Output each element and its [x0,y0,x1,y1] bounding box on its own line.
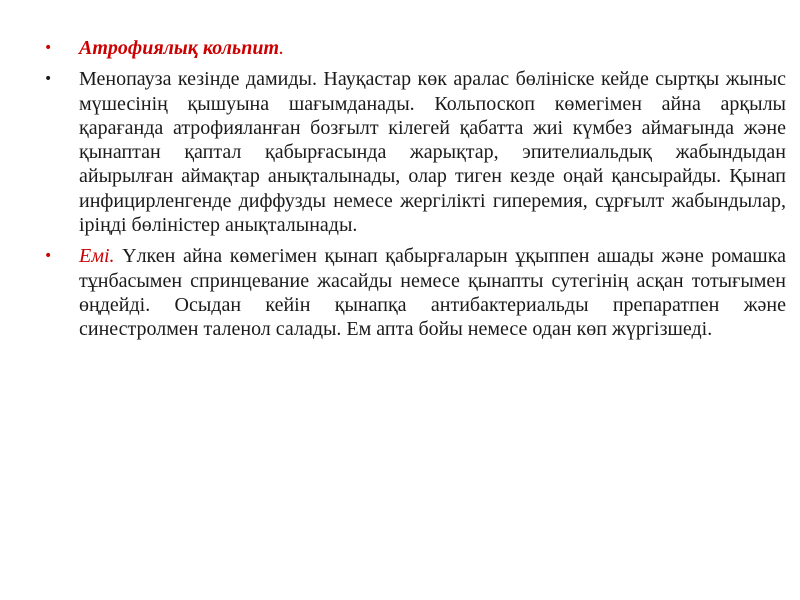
description-paragraph: Менопауза кезінде дамиды. Науқастар көк аралас бөлініске кейде сыртқы жыныс мүшесінің қышуына шағымданады. Кольпоскоп көмегімен айна арқылы қарағанда атрофияланған бозғылт кілегей қабатта жиі күмбез аймағында және қынаптан қаптал қабырғасында жарықтар, эпителиальдық жабындыдан айырылған аймақтар анықталынады, олар тиген кезде оңай қансырайды. Қынап инфицирленгенде диффузды немесе жергілікті гиперемия, сұрғылт жабындылар, іріңді бөліністер анықталынады. [79,68,786,237]
list-item-description [44,67,786,237]
bullet-dot: • [44,248,53,265]
bullet-dot: • [44,71,53,88]
list-item-treatment [44,244,786,341]
section-heading-period: . [279,37,284,59]
bullet-dot: • [44,40,53,56]
bullet-list [44,36,786,349]
treatment-term: Емі. [79,245,115,268]
treatment-paragraph: Үлкен айна көмегімен қынап қабырғаларын ұқыппен ашады және ромашка тұнбасымен спринцевание жасайды немесе қынапты сутегінің асқан тотығымен өңдейді. Осыдан кейін қынапқа антибактериальды препаратпен және синестролмен таленол салады. Ем апта бойы немесе одан көп жүргізшеді. [79,245,786,341]
list-item-heading [44,36,786,60]
section-heading: Атрофиялық кольпит [79,37,279,59]
